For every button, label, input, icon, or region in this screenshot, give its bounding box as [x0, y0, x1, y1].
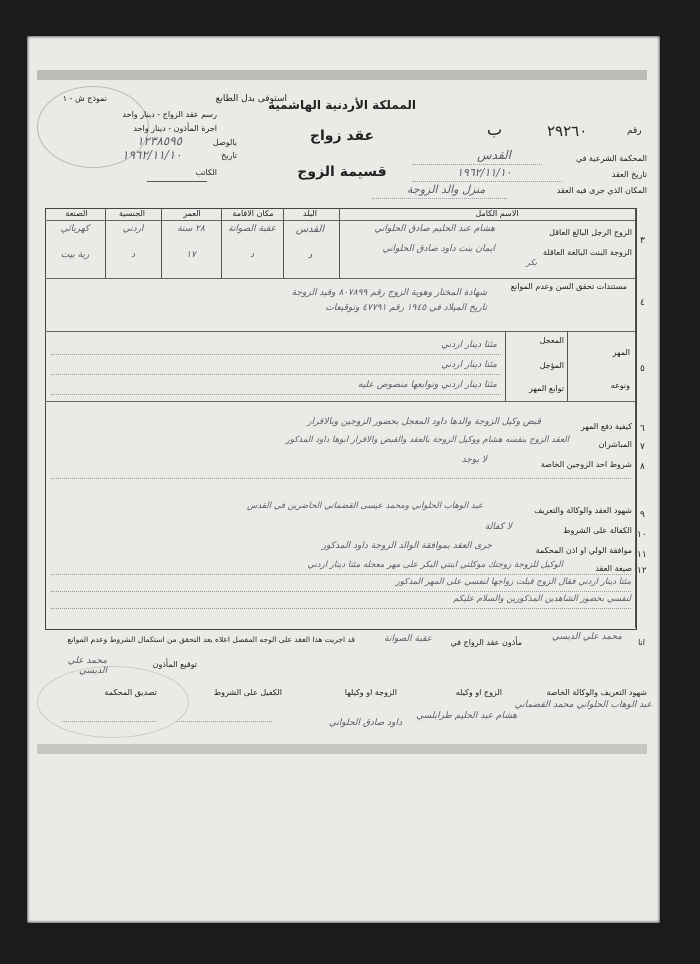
extras-value: مئتا دينار اردني وتوابعها منصوص عليه: [358, 380, 497, 390]
advance-label: المعجل: [539, 336, 564, 345]
court-value: القدس: [477, 148, 512, 162]
signature-label: توقيع المأذون: [152, 660, 197, 669]
bottom-band: [37, 744, 647, 754]
groom-age: ٢٨ سنة: [177, 224, 205, 234]
groom-residence: عقبة الصوانة: [228, 224, 276, 234]
court-dotline: [412, 164, 542, 165]
sig-col-groom: الزوج او وكيله: [455, 688, 502, 697]
conditions-value: لا يوجد: [461, 455, 487, 465]
top-band: [37, 70, 647, 80]
guardian-value: جرى العقد بموافقة الوالد الزوجة داود المذكور: [321, 541, 492, 551]
payment-value: قبض وكيل الزوجة والدها داود المعجل بحضور الزوجين وبالاقرار: [307, 417, 541, 427]
col-residence: مكان الاقامة: [232, 209, 274, 218]
approver-signature: محمد علي الديسي: [67, 656, 107, 676]
bride-label: الزوجة البنت البالغة العاقلة: [543, 248, 632, 257]
docs-line-2: تاريخ الميلاد في ١٩٤٥ رقم ٤٧٧٩١ وتوقيعات: [325, 303, 487, 313]
formula-dotline-1: [51, 574, 631, 575]
series-letter: ب: [487, 120, 503, 139]
place-value: منزل والد الزوجة: [407, 183, 486, 196]
bride-nationality: د: [130, 250, 135, 260]
guardian-label: موافقة الولي او اذن المحكمة: [535, 546, 632, 555]
date-label: تاريخ العقد: [611, 170, 647, 179]
conditions-label: شروط احد الزوجين الخاصة: [540, 460, 632, 469]
formula-label: صيغة العقد: [595, 564, 632, 573]
col-line-5: [339, 208, 340, 278]
bride-age: ١٧: [186, 250, 196, 260]
row-line-3: [45, 278, 635, 279]
fee-line-1: رسم عقد الزواج - دينار واحد: [122, 110, 217, 119]
formula-line-1: الوكيل للزوجة زوجتك موكلتي ابنتي البكر على مهر معجله مئتا دينار اردني: [307, 560, 563, 570]
mahr-type-label: ونوعه: [610, 381, 630, 390]
place-dotline: [372, 198, 507, 199]
formula-line-3: لنفسي بحضور الشاهدين المذكورين والسلام عليكم: [453, 594, 631, 604]
mahr-line-a: [567, 331, 568, 401]
court-label: المحكمة الشرعية في: [575, 154, 647, 163]
row-number-7: ٧: [640, 442, 645, 452]
sig-col-witnesses: شهود التعريف والوكالة الخاصة: [546, 688, 647, 697]
direct-label: المباشران: [598, 440, 632, 449]
serial-label: رقم: [627, 126, 642, 136]
col-line-2: [161, 208, 162, 278]
col-line-3: [221, 208, 222, 278]
kingdom-title: المملكة الأردنية الهاشمية: [267, 98, 417, 112]
witness-label: شهود العقد والوكالة والتعريف: [534, 506, 632, 515]
receipt-date-label: تاريخ: [221, 151, 237, 160]
groom-signature: هشام عبد الحليم طرابلسي: [416, 711, 517, 721]
row-number-3: ٣: [640, 236, 645, 246]
date-dotline: [412, 181, 562, 182]
row-line-4: [45, 331, 635, 332]
approver-name: محمد علي الديسي: [551, 632, 622, 642]
row-number-6: ٦: [640, 424, 645, 434]
payment-label: كيفية دفع المهر: [580, 422, 632, 431]
bride-name: ايمان بنت داود صادق الحلواني: [382, 244, 495, 254]
approval-text: قد اجريت هذا العقد على الوجه المفصل اعلاه بعد التحقق من استكمال الشروط وعدم الموانع: [67, 635, 355, 644]
bride-occupation: ربة بيت: [60, 250, 90, 260]
mahr-dotline-1: [51, 354, 501, 355]
witness-value: عبد الوهاب الحلواني ومحمد عيسى القضماني الحاضرين في القدس: [247, 501, 483, 511]
row-number-5: ٥: [640, 364, 645, 374]
bride-guardian-signature: داود صادق الحلواني: [328, 718, 402, 728]
row-line-5: [45, 401, 635, 402]
sig-col-bride: الزوجة او وكيلها: [344, 688, 397, 697]
guarantor-dotline: [177, 721, 272, 722]
place-label: المكان الذي جرى فيه العقد: [556, 186, 647, 195]
bride-country: د: [307, 250, 313, 261]
col-name: الاسم الكامل: [475, 209, 519, 218]
fees-heading: استوفى بدل الطابع: [215, 94, 287, 104]
fee-line-2: اجرة المأذون - دينار واحد: [133, 124, 217, 133]
advance-value: مئتا دينار اردني: [441, 340, 497, 350]
approver-role: مأذون عقد الزواج في: [450, 638, 522, 647]
bride-status: بكر: [525, 258, 537, 267]
row-number-11: ١١: [637, 550, 647, 560]
clerk-label: الكاتب: [195, 168, 217, 177]
groom-label: الزوج الرجل البالغ العاقل: [549, 228, 632, 237]
approval-prefix: انا: [638, 638, 645, 647]
docs-label: مستندات تحقق السن وعدم الموانع: [510, 282, 627, 291]
receipt-date: ١٩٦٢/١١/١٠: [122, 148, 182, 162]
row-number-10: ١٠: [637, 530, 647, 540]
row-number-8: ٨: [640, 462, 645, 472]
court-stamp-circle: [37, 666, 189, 738]
marriage-certificate-document: [27, 36, 660, 923]
row-number-4: ٤: [640, 298, 645, 308]
serial-number: ٢٩٢٦٠: [547, 122, 588, 140]
witness-signatures: عبد الوهاب الحلواني محمد القضماني: [514, 700, 652, 710]
groom-occupation: كهربائي: [60, 224, 90, 234]
mahr-label: المهر: [612, 348, 630, 357]
num-col-line: [635, 208, 636, 628]
col-country: البلد: [303, 209, 317, 218]
bride-residence: د: [249, 250, 254, 260]
col-line-4: [283, 208, 284, 278]
document-title: عقد زواج: [309, 128, 375, 144]
docs-line-1: شهادة المختار وهوية الزوج رقم ٨٠٧٨٩٩ وقيد الزوجة: [291, 288, 487, 298]
deferred-value: مئتا دينار اردني: [441, 360, 497, 370]
guarantee-label: الكفالة على الشروط: [563, 526, 632, 535]
row-number-12: ١٢: [637, 566, 647, 576]
col-occupation: الصنعة: [65, 209, 88, 218]
receipt-number: ١٢٣٨٥٩٥: [137, 134, 183, 148]
approver-place: عقبة الصوانة: [384, 634, 432, 644]
date-value: ١٩٦٢/١١/١٠: [457, 166, 512, 179]
copy-title: قسيمة الزوج: [297, 164, 387, 180]
col-line-1: [105, 208, 106, 278]
formula-line-2: مئتا دينار اردني فقال الزوج قبلت زواجها لنفسي على المهر المذكور: [395, 577, 631, 587]
extras-label: توابع المهر: [529, 384, 564, 393]
groom-country: القدس: [295, 224, 325, 235]
col-nationality: الجنسية: [118, 209, 146, 218]
mahr-line-b: [505, 331, 506, 401]
guarantee-value: لا كفالة: [484, 522, 512, 532]
direct-value: العقد الزوج بنفسه هشام ووكيل الزوجة بالعقد والقبض والاقرار ابوها داود المذكور: [285, 435, 569, 445]
form-number: نموذج ش - ١: [62, 94, 107, 103]
row-number-9: ٩: [640, 510, 645, 520]
sig-col-court: تصديق المحكمة: [104, 688, 157, 697]
formula-dotline-3: [51, 608, 631, 609]
groom-name: هشام عبد الحليم صادق الحلواني: [374, 224, 495, 234]
deferred-label: المؤجل: [539, 361, 564, 370]
sig-col-guarantor: الكفيل على الشروط: [213, 688, 282, 697]
court-dotline: [62, 721, 157, 722]
mahr-dotline-2: [51, 374, 501, 375]
groom-nationality: اردني: [122, 224, 144, 234]
formula-dotline-2: [51, 591, 631, 592]
mahr-dotline-3: [51, 394, 501, 395]
clerk-signature: [147, 181, 207, 182]
col-age: العمر: [183, 209, 201, 218]
receipt-label: بالوصل: [212, 138, 237, 147]
blank-dotline: [51, 478, 631, 479]
header-row-line: [45, 220, 635, 221]
